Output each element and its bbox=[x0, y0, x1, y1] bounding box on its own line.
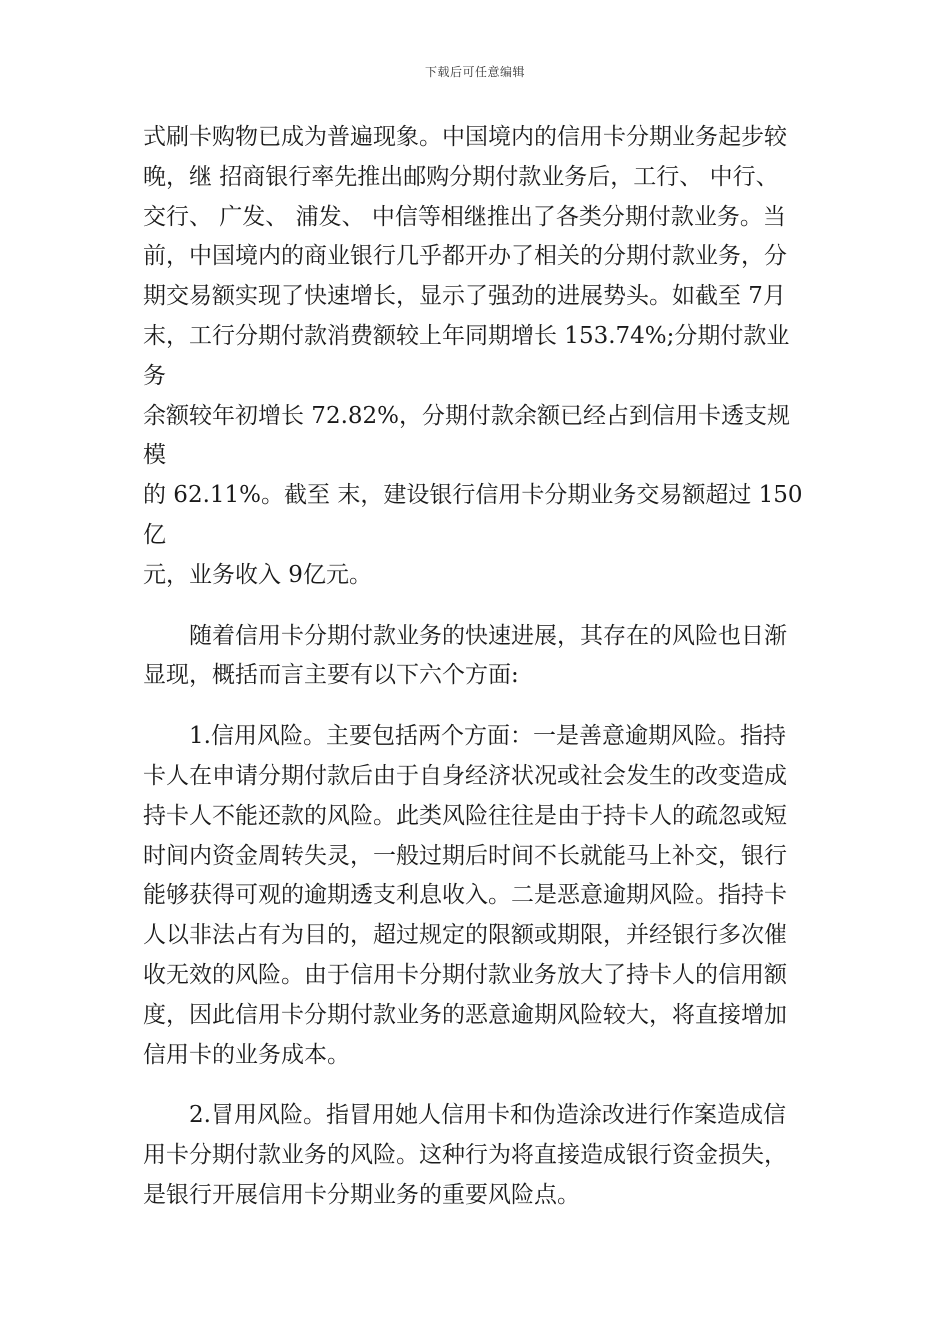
paragraph-credit-risk bbox=[143, 717, 808, 1075]
document-body bbox=[143, 118, 808, 1216]
text-line: 度，因此信用卡分期付款业务的恶意逾期风险较大，将直接增加 bbox=[143, 1001, 787, 1028]
text-line: 时间内资金周转失灵，一般过期后时间不长就能马上补交，银行 bbox=[143, 842, 787, 869]
text-line: 信用卡的业务成本。 bbox=[143, 1041, 350, 1068]
text-line: 用卡分期付款业务的风险。这种行为将直接造成银行资金损失， bbox=[143, 1142, 787, 1169]
text-line: 1.信用风险。主要包括两个方面：一是善意逾期风险。指持 bbox=[189, 723, 786, 750]
text-line: 持卡人不能还款的风险。此类风险往往是由于持卡人的疏忽或短 bbox=[143, 802, 787, 829]
text-line: 2.冒用风险。指冒用她人信用卡和伪造涂改进行作案造成信 bbox=[189, 1102, 786, 1129]
text-line: 前，中国境内的商业银行几乎都开办了相关的分期付款业务，分 bbox=[143, 243, 787, 270]
text-line: 交行、 广发、 浦发、 中信等相继推出了各类分期付款业务。当 bbox=[143, 203, 786, 230]
text-line: 卡人在申请分期付款后由于自身经济状况或社会发生的改变造成 bbox=[143, 762, 787, 789]
text-line: 元，业务收入 9亿元。 bbox=[143, 561, 372, 588]
text-line: 随着信用卡分期付款业务的快速进展，其存在的风险也日渐 bbox=[189, 622, 787, 649]
text-line: 式刷卡购物已成为普遍现象。中国境内的信用卡分期业务起步较 bbox=[143, 124, 787, 150]
text-line: 收无效的风险。由于信用卡分期付款业务放大了持卡人的信用额 bbox=[143, 961, 787, 988]
text-line: 晚，继 招商银行率先推出邮购分期付款业务后，工行、 中行、 bbox=[143, 163, 779, 190]
text-line: 末，工行分期付款消费额较上年同期增长 153.74%;分期付款业务 bbox=[143, 322, 790, 389]
paragraph-card-installment-growth bbox=[143, 118, 808, 596]
text-line: 人以非法占有为目的，超过规定的限额或期限，并经银行多次催 bbox=[143, 922, 787, 949]
paragraph-risk-intro bbox=[143, 617, 808, 697]
text-line: 显现，概括而言主要有以下六个方面: bbox=[143, 662, 519, 689]
text-line: 期交易额实现了快速增长，显示了强劲的进展势头。如截至 7月 bbox=[143, 283, 786, 310]
text-line: 能够获得可观的逾期透支利息收入。二是恶意逾期风险。指持卡 bbox=[143, 882, 787, 909]
text-line: 是银行开展信用卡分期业务的重要风险点。 bbox=[143, 1181, 580, 1208]
paragraph-fraud-risk bbox=[143, 1096, 808, 1215]
text-line: 的 62.11%。截至 末，建设银行信用卡分期业务交易额超过 150亿 bbox=[143, 482, 803, 548]
text-line: 余额较年初增长 72.82%，分期付款余额已经占到信用卡透支规模 bbox=[143, 402, 791, 469]
page-header: 下载后可任意编辑 bbox=[424, 65, 525, 79]
